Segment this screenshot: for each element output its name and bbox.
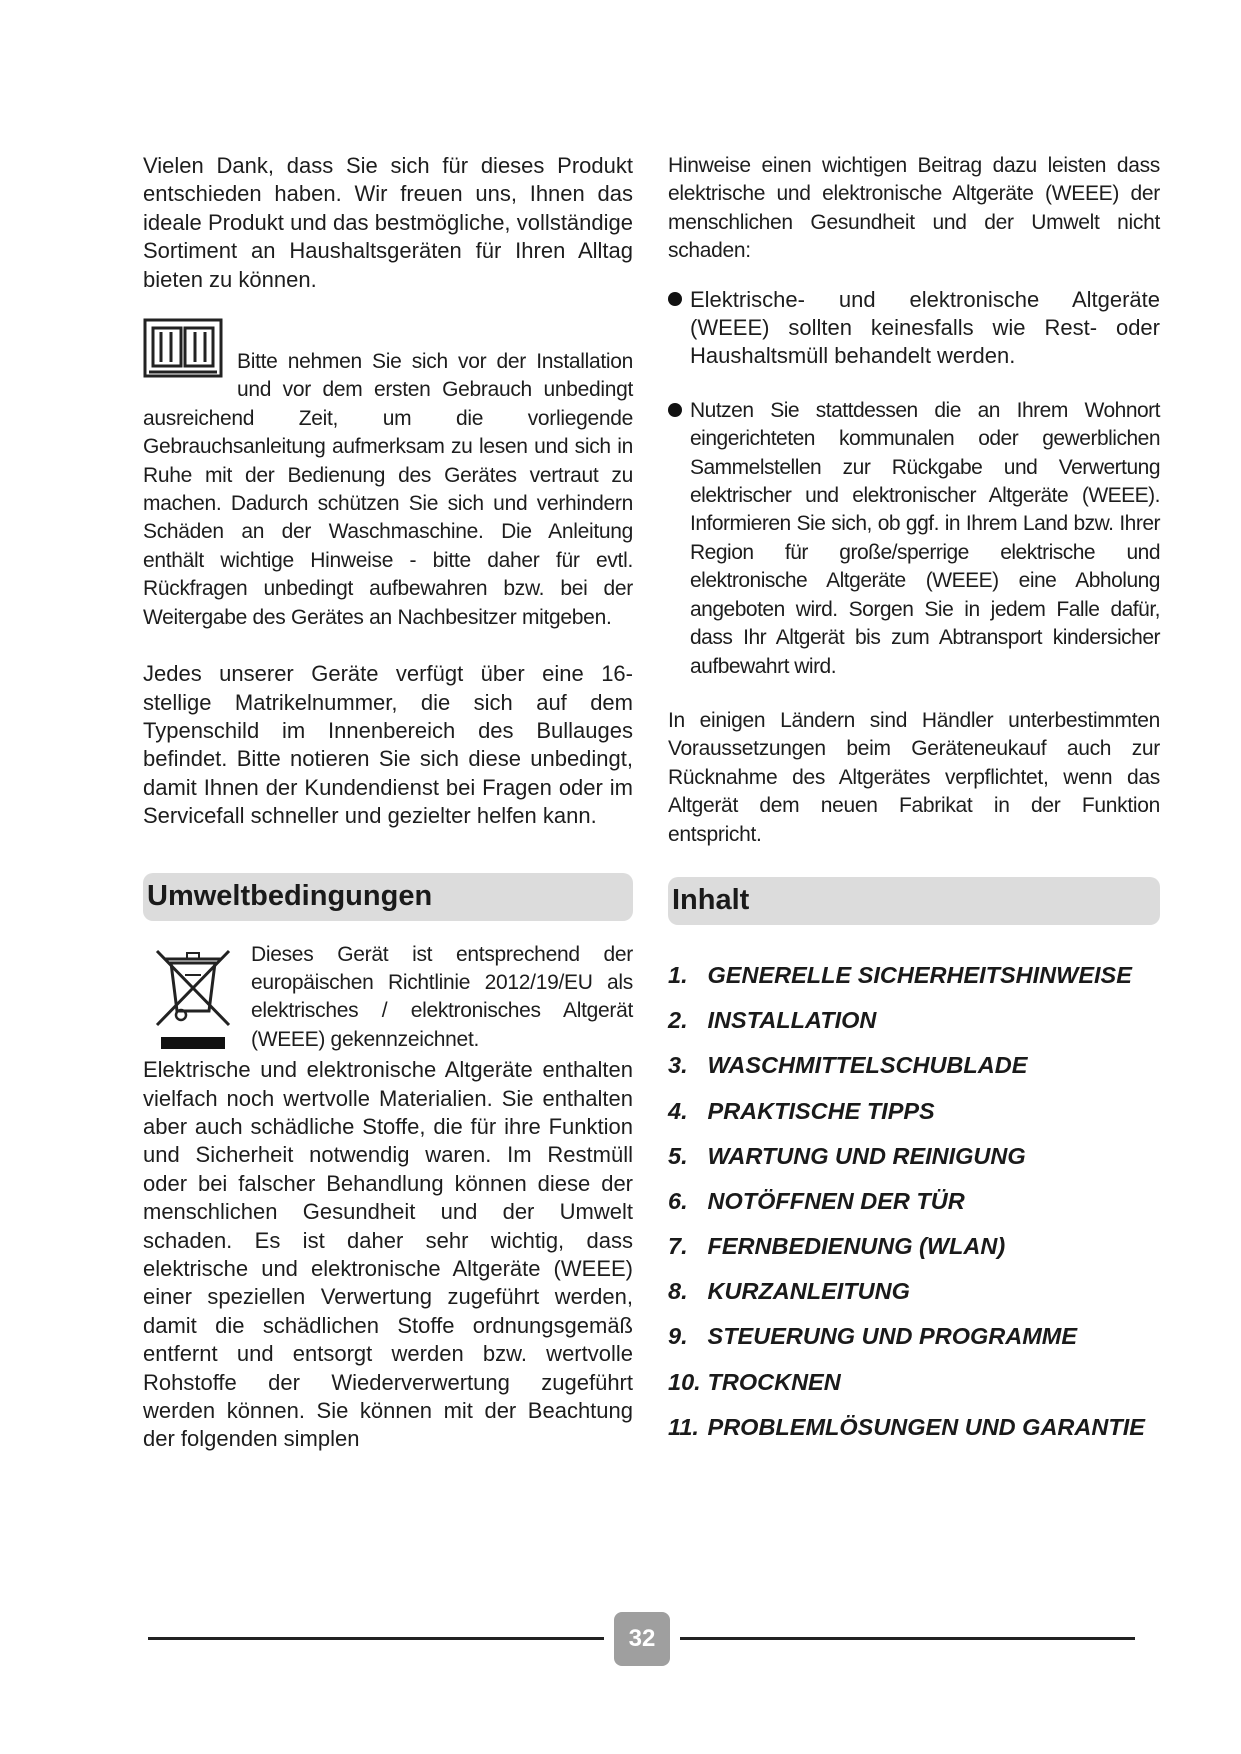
toc-item[interactable]: 2. INSTALLATION	[668, 1007, 877, 1034]
list-item	[668, 286, 1160, 371]
bullet-text: Nutzen Sie stattdessen die an Ihrem Wohnort eingerichteten kommunalen oder gewerblichen Sammelstellen zur Rückgabe und Verwertung elektrischer und elektronischer Altgeräte (WEEE). Informieren Sie sich, ob ggf. in Ihrem Land bzw. Ihrer Region für große/sperrige elektrische und elektronische Altgeräte (WEEE) eine Abholung angeboten wird. Sorgen Sie in jedem Falle dafür, dass Ihr Altgerät bis zum Abtransport kindersicher aufbewahrt wird.	[690, 398, 1160, 678]
open-book-icon	[143, 318, 223, 378]
left-column	[143, 152, 633, 1454]
contents-heading: Inhalt	[668, 877, 1160, 925]
environment-heading: Umweltbedingungen	[143, 873, 633, 921]
manual-note-block	[143, 318, 633, 632]
toc-item[interactable]: 10. TROCKNEN	[668, 1368, 841, 1395]
toc-item[interactable]: 8. KURZANLEITUNG	[668, 1278, 910, 1305]
footer-rule-left	[148, 1637, 604, 1640]
toc-item[interactable]: 9. STEUERUNG UND PROGRAMME	[668, 1323, 1078, 1350]
table-of-contents	[668, 953, 1160, 1450]
page-number-badge: 32	[614, 1612, 670, 1666]
thanks-paragraph: Vielen Dank, dass Sie sich für dieses Produkt entschieden haben. Wir freuen uns, Ihnen das ideale Produkt und das bestmögliche, vollständige Sortiment an Haushaltsgeräten für Ihren Alltag bieten zu können.	[143, 153, 633, 292]
footer-rule-right	[680, 1637, 1135, 1640]
toc-item[interactable]: 6. NOTÖFFNEN DER TÜR	[668, 1187, 965, 1214]
toc-item[interactable]: 1. GENERELLE SICHERHEITSHINWEISE	[668, 961, 1132, 988]
toc-item[interactable]: 5. WARTUNG UND REINIGUNG	[668, 1142, 1026, 1169]
toc-item[interactable]: 3. WASCHMITTELSCHUBLADE	[668, 1052, 1028, 1079]
right-column	[668, 152, 1160, 1450]
toc-item[interactable]: 11. PROBLEMLÖSUNGEN UND GARANTIE	[668, 1413, 1145, 1440]
weee-bullet-list	[668, 286, 1160, 681]
toc-item[interactable]: 7. FERNBEDIENUNG (WLAN)	[668, 1233, 1006, 1260]
weee-label-paragraph: Dieses Gerät ist entsprechend der europäischen Richtlinie 2012/19/EU als elektrisches / elektronisches Altgerät (WEEE) gekennzeichnet.	[251, 942, 633, 1051]
dealer-note-paragraph: In einigen Ländern sind Händler unterbestimmten Voraussetzungen beim Geräteneukauf auch zur Rücknahme des Altgerätes verpflichtet, wenn das Altgerät dem neuen Fabrikat in der Funktion entspricht.	[668, 708, 1160, 846]
list-item	[668, 397, 1160, 681]
bullet-text: Elektrische- und elektronische Altgeräte (WEEE) sollten keinesfalls wie Rest- oder Haushaltsmüll behandelt werden.	[690, 286, 1160, 369]
manual-note-paragraph: Bitte nehmen Sie sich vor der Installation und vor dem ersten Gebrauch unbedingt ausreichend Zeit, um die vorliegende Gebrauchsanleitung aufmerksam zu lesen und sich in Ruhe mit der Bedienung des Gerätes vertraut zu machen. Dadurch schützen Sie sich und verhindern Schäden an der Waschmaschine. Die Anleitung enthält wichtige Hinweise - bitte daher für evtl. Rückfragen unbedingt aufbewahren bzw. bei der Weitergabe des Gerätes an Nachbesitzer mitgeben.	[143, 350, 633, 629]
weee-label-block	[143, 941, 633, 1055]
crossed-out-bin-icon	[143, 945, 243, 1055]
bullet-icon	[668, 292, 682, 306]
bullet-icon	[668, 403, 682, 417]
environment-body-paragraph: Elektrische und elektronische Altgeräte enthalten vielfach noch wertvolle Materialien. Sie enthalten aber auch schädliche Stoffe, die für ihre Funktion und Sicherheit notwendig waren. Im Restmüll oder bei falscher Behandlung können diese der menschlichen Gesundheit und der Umwelt schaden. Es ist daher sehr wichtig, dass elektrische und elektronische Altgeräte (WEEE) einer speziellen Verwertung zugeführt werden, damit die schädlichen Stoffe ordnungsgemäß entfernt und entsorgt werden bzw. wertvolle Rohstoffe der Wiederverwertung zugeführt werden können. Sie können mit der Beachtung der folgenden simplen	[143, 1057, 633, 1452]
serial-number-paragraph: Jedes unserer Geräte verfügt über eine 16-stellige Matrikelnummer, die sich auf dem Typenschild im Innenbereich des Bullauges befindet. Bitte notieren Sie sich diese unbedingt, damit Ihnen der Kundendienst bei Fragen oder im Servicefall schneller und gezielter helfen kann.	[143, 661, 633, 829]
environment-continuation-paragraph: Hinweise einen wichtigen Beitrag dazu leisten dass elektrische und elektronische Altgeräte (WEEE) der menschlichen Gesundheit und der Umwelt nicht schaden:	[668, 154, 1160, 263]
toc-item[interactable]: 4. PRAKTISCHE TIPPS	[668, 1097, 935, 1124]
